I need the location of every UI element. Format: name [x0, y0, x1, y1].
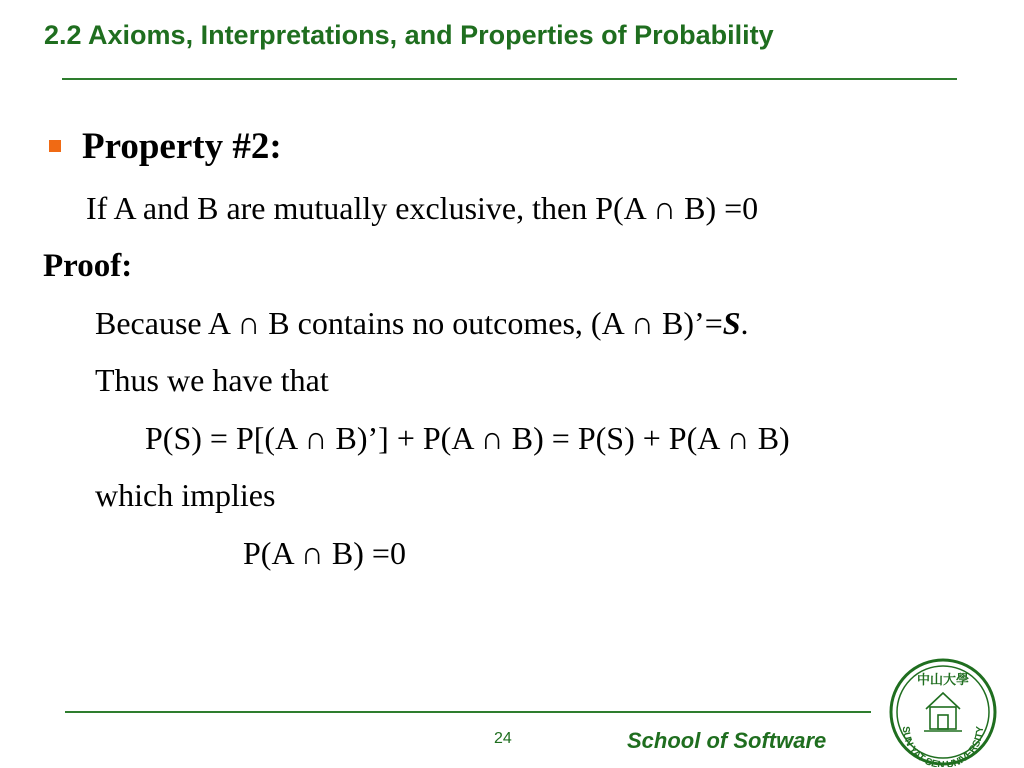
proof-conclusion: P(A ∩ B) =0	[243, 535, 406, 571]
slide-title: 2.2 Axioms, Interpretations, and Properties of Probability	[44, 20, 774, 50]
square-bullet-icon	[49, 140, 61, 152]
property-statement: If A and B are mutually exclusive, then P(A ∩ B) =0	[86, 190, 759, 226]
university-seal-icon	[888, 657, 998, 767]
seal-chinese-name: 中山大學	[916, 673, 970, 688]
school-name: School of Software	[627, 728, 827, 753]
footer-divider	[65, 711, 871, 713]
proof-line-1	[95, 303, 749, 343]
proof-line-1-period: .	[740, 305, 749, 341]
property-heading: Property #2:	[82, 126, 282, 167]
proof-line-3: which implies	[95, 477, 276, 513]
proof-line-1-text: Because A ∩ B contains no outcomes, (A ∩ B)’=	[95, 305, 723, 341]
title-divider	[62, 78, 957, 80]
sample-space-symbol: S	[722, 305, 741, 341]
proof-line-2: Thus we have that	[95, 362, 329, 398]
page-number: 24	[494, 730, 512, 747]
proof-equation: P(S) = P[(A ∩ B)’] + P(A ∩ B) = P(S) + P(A ∩ B)	[145, 420, 790, 456]
proof-label: Proof:	[43, 248, 133, 284]
seal-english-name: SUN YAT-SEN UNIVERSITY	[899, 726, 987, 767]
